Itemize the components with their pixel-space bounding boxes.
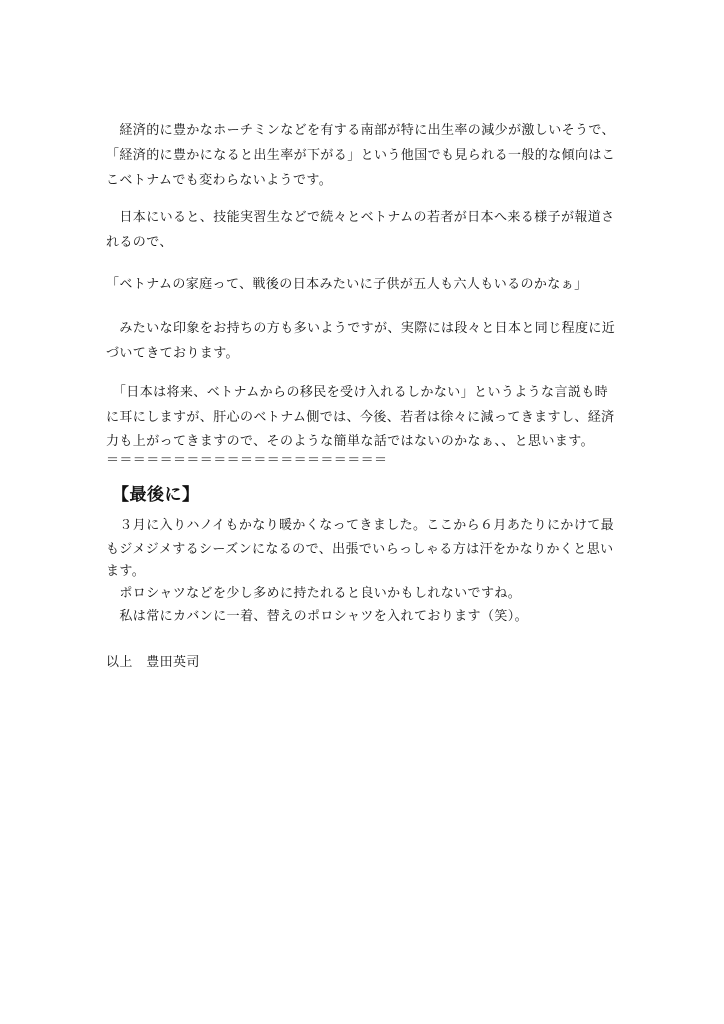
signature: 以上 豊田英司: [106, 655, 200, 670]
section-heading: 【最後に】: [112, 485, 200, 505]
paragraph-line: 経済的に豊かなホーチミンなどを有する南部が特に出生率の減少が激しいそうで、: [106, 123, 615, 138]
paragraph-line: 「経済的に豊かになると出生率が下がる」という他国でも見られる一般的な傾向はこ: [106, 148, 616, 163]
paragraph-line: 私は常にカバンに一着、替えのポロシャツを入れております（笑）。: [106, 609, 529, 624]
paragraph-line: もジメジメするシーズンになるので、出張でいらっしゃる方は汗をかなりかくと思い: [106, 542, 614, 557]
section-separator: ＝＝＝＝＝＝＝＝＝＝＝＝＝＝＝＝＝＝＝＝＝: [106, 453, 388, 468]
paragraph-line: ３月に入りハノイもかなり暖かくなってきました。ここから６月あたりにかけて最: [106, 518, 615, 533]
paragraph-line: に耳にしますが、肝心のベトナム側では、今後、若者は徐々に減ってきますし、経済: [106, 410, 615, 425]
paragraph-line: こベトナムでも変わらないようです。: [106, 173, 333, 188]
paragraph-line: ポロシャツなどを少し多めに持たれると良いかもしれないですね。: [106, 586, 522, 601]
paragraph-line: みたいな印象をお持ちの方も多いようですが、実際には段々と日本と同じ程度に近: [106, 321, 616, 336]
paragraph-line: 力も上がってきますので、そのような簡単な話ではないのかなぁ、、と思います。: [106, 434, 595, 449]
paragraph-line: づいてきております。: [106, 346, 239, 361]
paragraph-line: 日本にいると、技能実習生などで続々とベトナムの若者が日本へ来る様子が報道さ: [106, 210, 615, 225]
quote-line: 「ベトナムの家庭って、戦後の日本みたいに子供が五人も六人もいるのかなぁ」: [106, 277, 588, 292]
paragraph-line: 「日本は将来、ベトナムからの移民を受け入れるしかない」というような言説も時: [106, 385, 609, 400]
paragraph-line: ます。: [106, 564, 146, 579]
paragraph-line: れるので、: [106, 235, 173, 250]
